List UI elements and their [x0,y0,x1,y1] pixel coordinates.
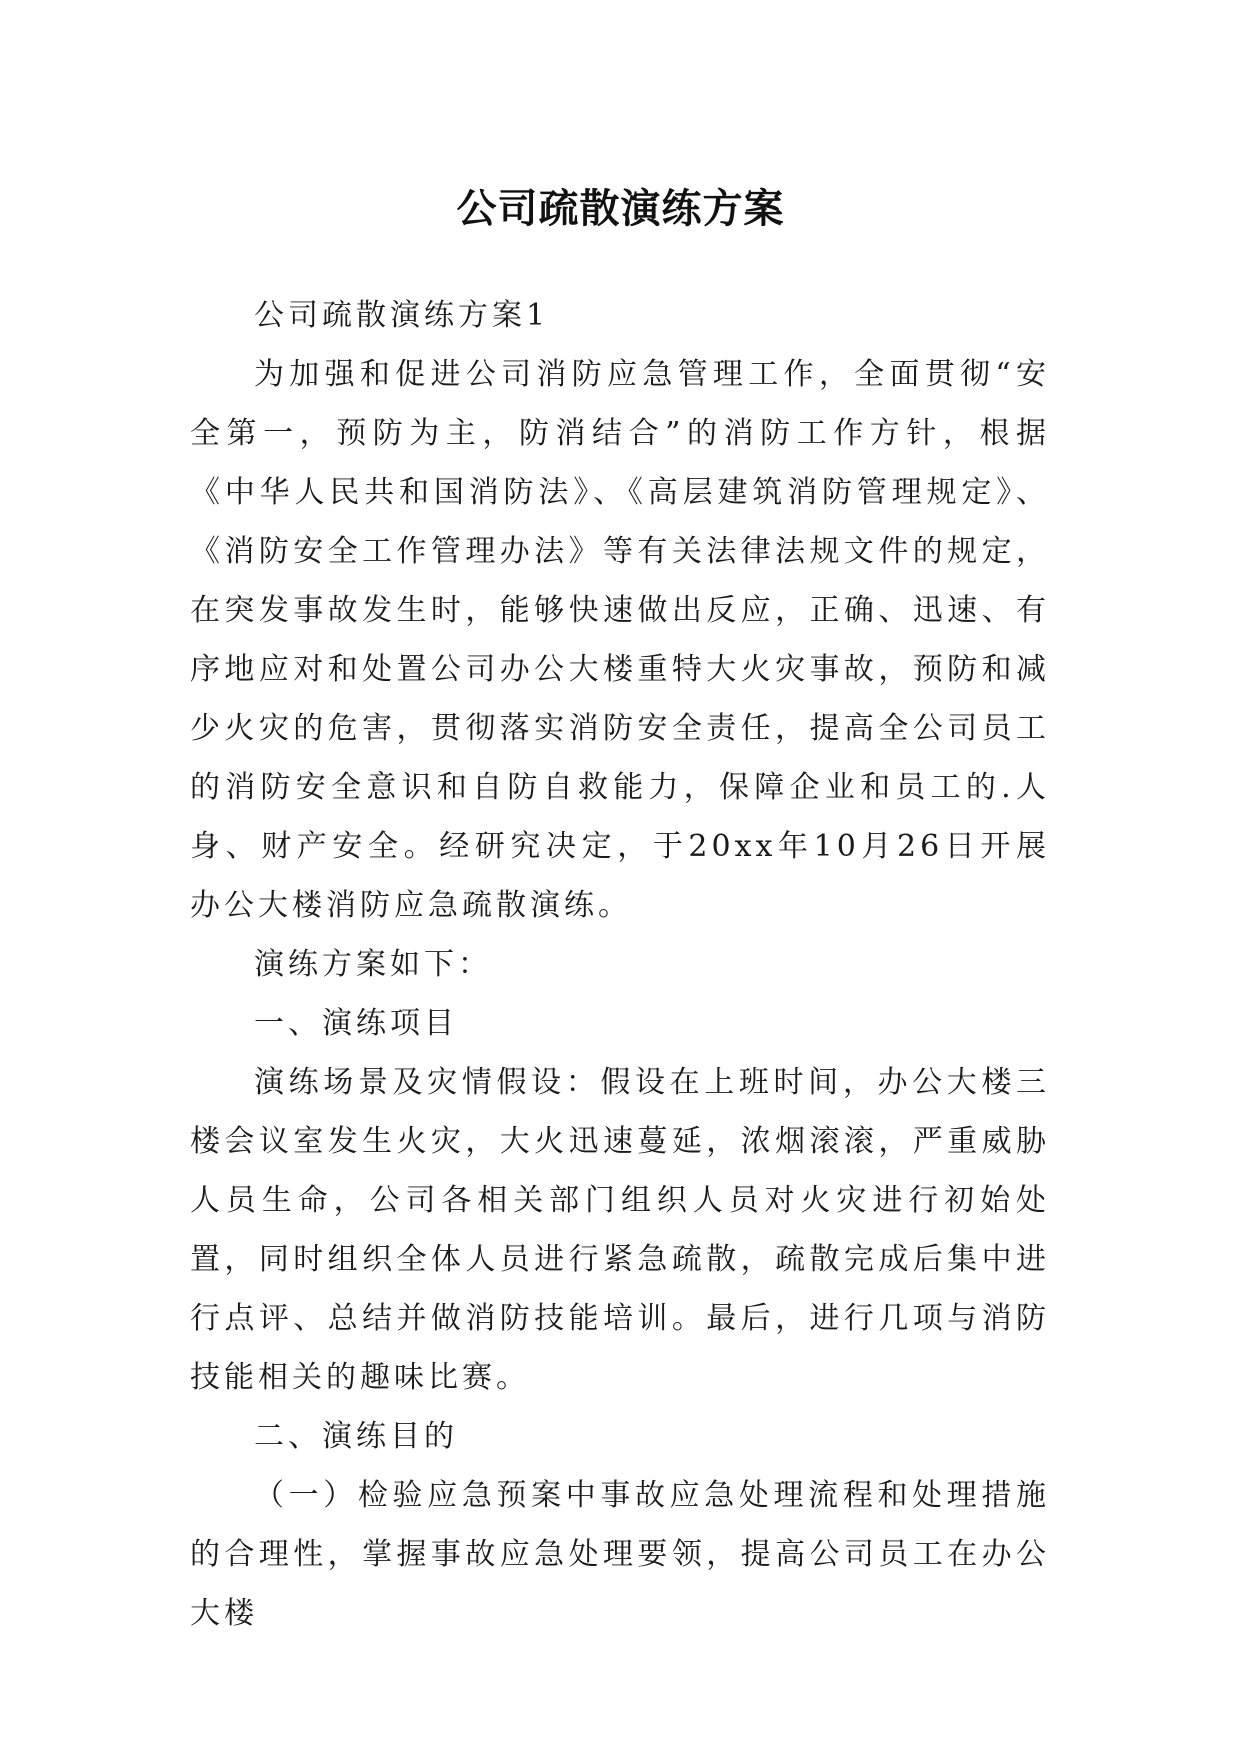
section-heading: 一、演练项目 [254,1006,458,1041]
document-title: 公司疏散演练方案 [456,185,785,232]
body-paragraph: 演练场景及灾情假设：假设在上班时间，办公大楼三楼会议室发生火灾，大火迅速蔓延，浓烟滚滚，严重威胁人员生命，公司各相关部门组织人员对火灾进行初始处置，同时组织全体人员进行紧急疏散，疏散完成后集中进行点评、总结并做消防技能培训。最后，进行几项与消防技能相关的趣味比赛。 [190,1065,1050,1395]
body-paragraph: （一）检验应急预案中事故应急处理流程和处理措施的合理性，掌握事故应急处理要领，提高公司员工在办公大楼 [190,1478,1050,1631]
body-paragraph: 为加强和促进公司消防应急管理工作，全面贯彻“安全第一，预防为主，防消结合”的消防工作方针，根据《中华人民共和国消防法》、《高层建筑消防管理规定》、《消防安全工作管理办法》等有关法律法规文件的规定，在突发事故发生时，能够快速做出反应，正确、迅速、有序地应对和处置公司办公大楼重特大火灾事故，预防和减少火灾的危害，贯彻落实消防安全责任，提高全公司员工的消防安全意识和自防自救能力，保障企业和员工的.人身、财产安全。经研究决定，于20xx年10月26日开展办公大楼消防应急疏散演练。 [190,357,1050,923]
body-paragraph: 演练方案如下： [254,947,492,982]
document-body [190,286,1050,1643]
section-heading: 二、演练目的 [254,1419,458,1454]
section-heading: 公司疏散演练方案1 [254,298,550,333]
